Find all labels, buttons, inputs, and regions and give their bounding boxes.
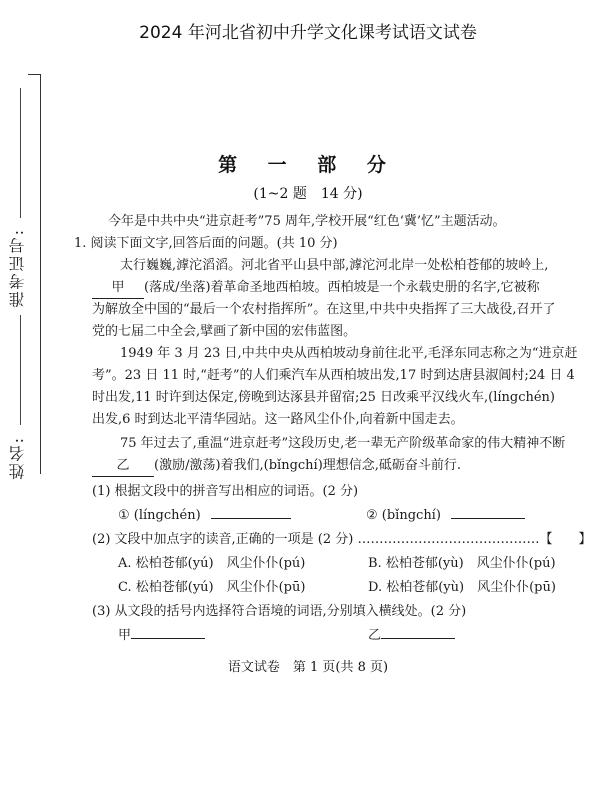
sub3-yi-label: 乙 (368, 628, 382, 643)
sub3-jia-label: 甲 (118, 628, 132, 643)
option-a[interactable]: A. 松柏苍郁(yú) 风尘仆仆(pú) (118, 556, 306, 571)
section-subtitle: (1~2 题 14 分) (253, 186, 363, 202)
binding-line (40, 74, 41, 474)
answer-blank-yi[interactable] (381, 638, 455, 639)
passage-text: (落成/坐落)着革命圣地西柏坡。西柏坡是一个永载史册的名字,它被称 (144, 280, 540, 295)
passage-line: 1949 年 3 月 23 日,中共中央从西柏坡动身前往北平,毛泽东同志称之为“进京赶 (120, 346, 578, 361)
blank-jia: 甲 (92, 278, 144, 299)
option-b[interactable]: B. 松柏苍郁(yù) 风尘仆仆(pú) (368, 556, 556, 571)
option-c[interactable]: C. 松柏苍郁(yú) 风尘仆仆(pū) (118, 580, 306, 595)
answer-blank-b[interactable] (451, 518, 525, 519)
sub3-stem: (3) 从文段的括号内选择符合语境的词语,分别填入横线处。(2 分) (92, 604, 467, 619)
sub3-jia (118, 626, 205, 646)
sub2-stem: (2) 文段中加点字的读音,正确的一项是 (2 分) ……………………………………【 】 (92, 532, 592, 547)
passage-line: 出发,6 时到达北平清华园站。这一路风尘仆仆,向着新中国走去。 (92, 412, 464, 427)
answer-blank-a[interactable] (211, 518, 291, 519)
exam-number-label: 准考证号: (8, 228, 27, 308)
passage-line: 时出发,11 时许到达保定,傍晚到达涿县并留宿;25 日改乘平汉线火车,(língchén) (92, 390, 555, 405)
name-label: 姓名: (8, 436, 27, 480)
passage-line: 为解放全中国的“最后一个农村指挥所”。在这里,中共中央指挥了三大战役,召开了 (92, 302, 556, 317)
blank-yi: 乙 (92, 456, 154, 477)
question1-stem: 1. 阅读下面文字,回答后面的问题。(共 10 分) (74, 236, 338, 251)
option-d[interactable]: D. 松柏苍郁(yù) 风尘仆仆(pū) (368, 580, 556, 595)
sub1-item-b (366, 506, 525, 526)
passage-line (92, 456, 461, 477)
passage-line: 太行巍巍,滹沱滔滔。河北省平山县中部,滹沱河北岸一处松柏苍郁的坡岭上, (120, 258, 549, 273)
document-title: 2024 年河北省初中升学文化课考试语文试卷 (139, 23, 477, 43)
sub1-label-a: ① (língchén) (118, 508, 201, 523)
sub1-item-a (118, 506, 291, 526)
passage-line (92, 278, 540, 299)
sub1-stem: (1) 根据文段中的拼音写出相应的词语。(2 分) (92, 484, 359, 499)
section-title: 第 一 部 分 (218, 154, 398, 176)
intro-text: 今年是中共中央“进京赶考”75 周年,学校开展“红色‘冀’忆”主题活动。 (108, 214, 506, 229)
passage-line: 考”。23 日 11 时,“赶考”的人们乘汽车从西柏坡出发,17 时到达唐县淑阊村;24 日 4 (92, 368, 575, 383)
name-line (20, 315, 21, 425)
passage-line: 党的七届二中全会,擘画了新中国的宏伟蓝图。 (92, 324, 357, 339)
passage-text: (激励/激荡)着我们,(bǐngchí)理想信念,砥砺奋斗前行. (154, 458, 462, 473)
sub1-label-b: ② (bǐngchí) (366, 508, 441, 523)
sub3-yi (368, 626, 455, 646)
answer-blank-jia[interactable] (131, 638, 205, 639)
page-footer: 语文试卷 第 1 页(共 8 页) (227, 660, 389, 675)
passage-line: 75 年过去了,重温“进京赶考”这段历史,老一辈无产阶级革命家的伟大精神不断 (120, 436, 566, 451)
